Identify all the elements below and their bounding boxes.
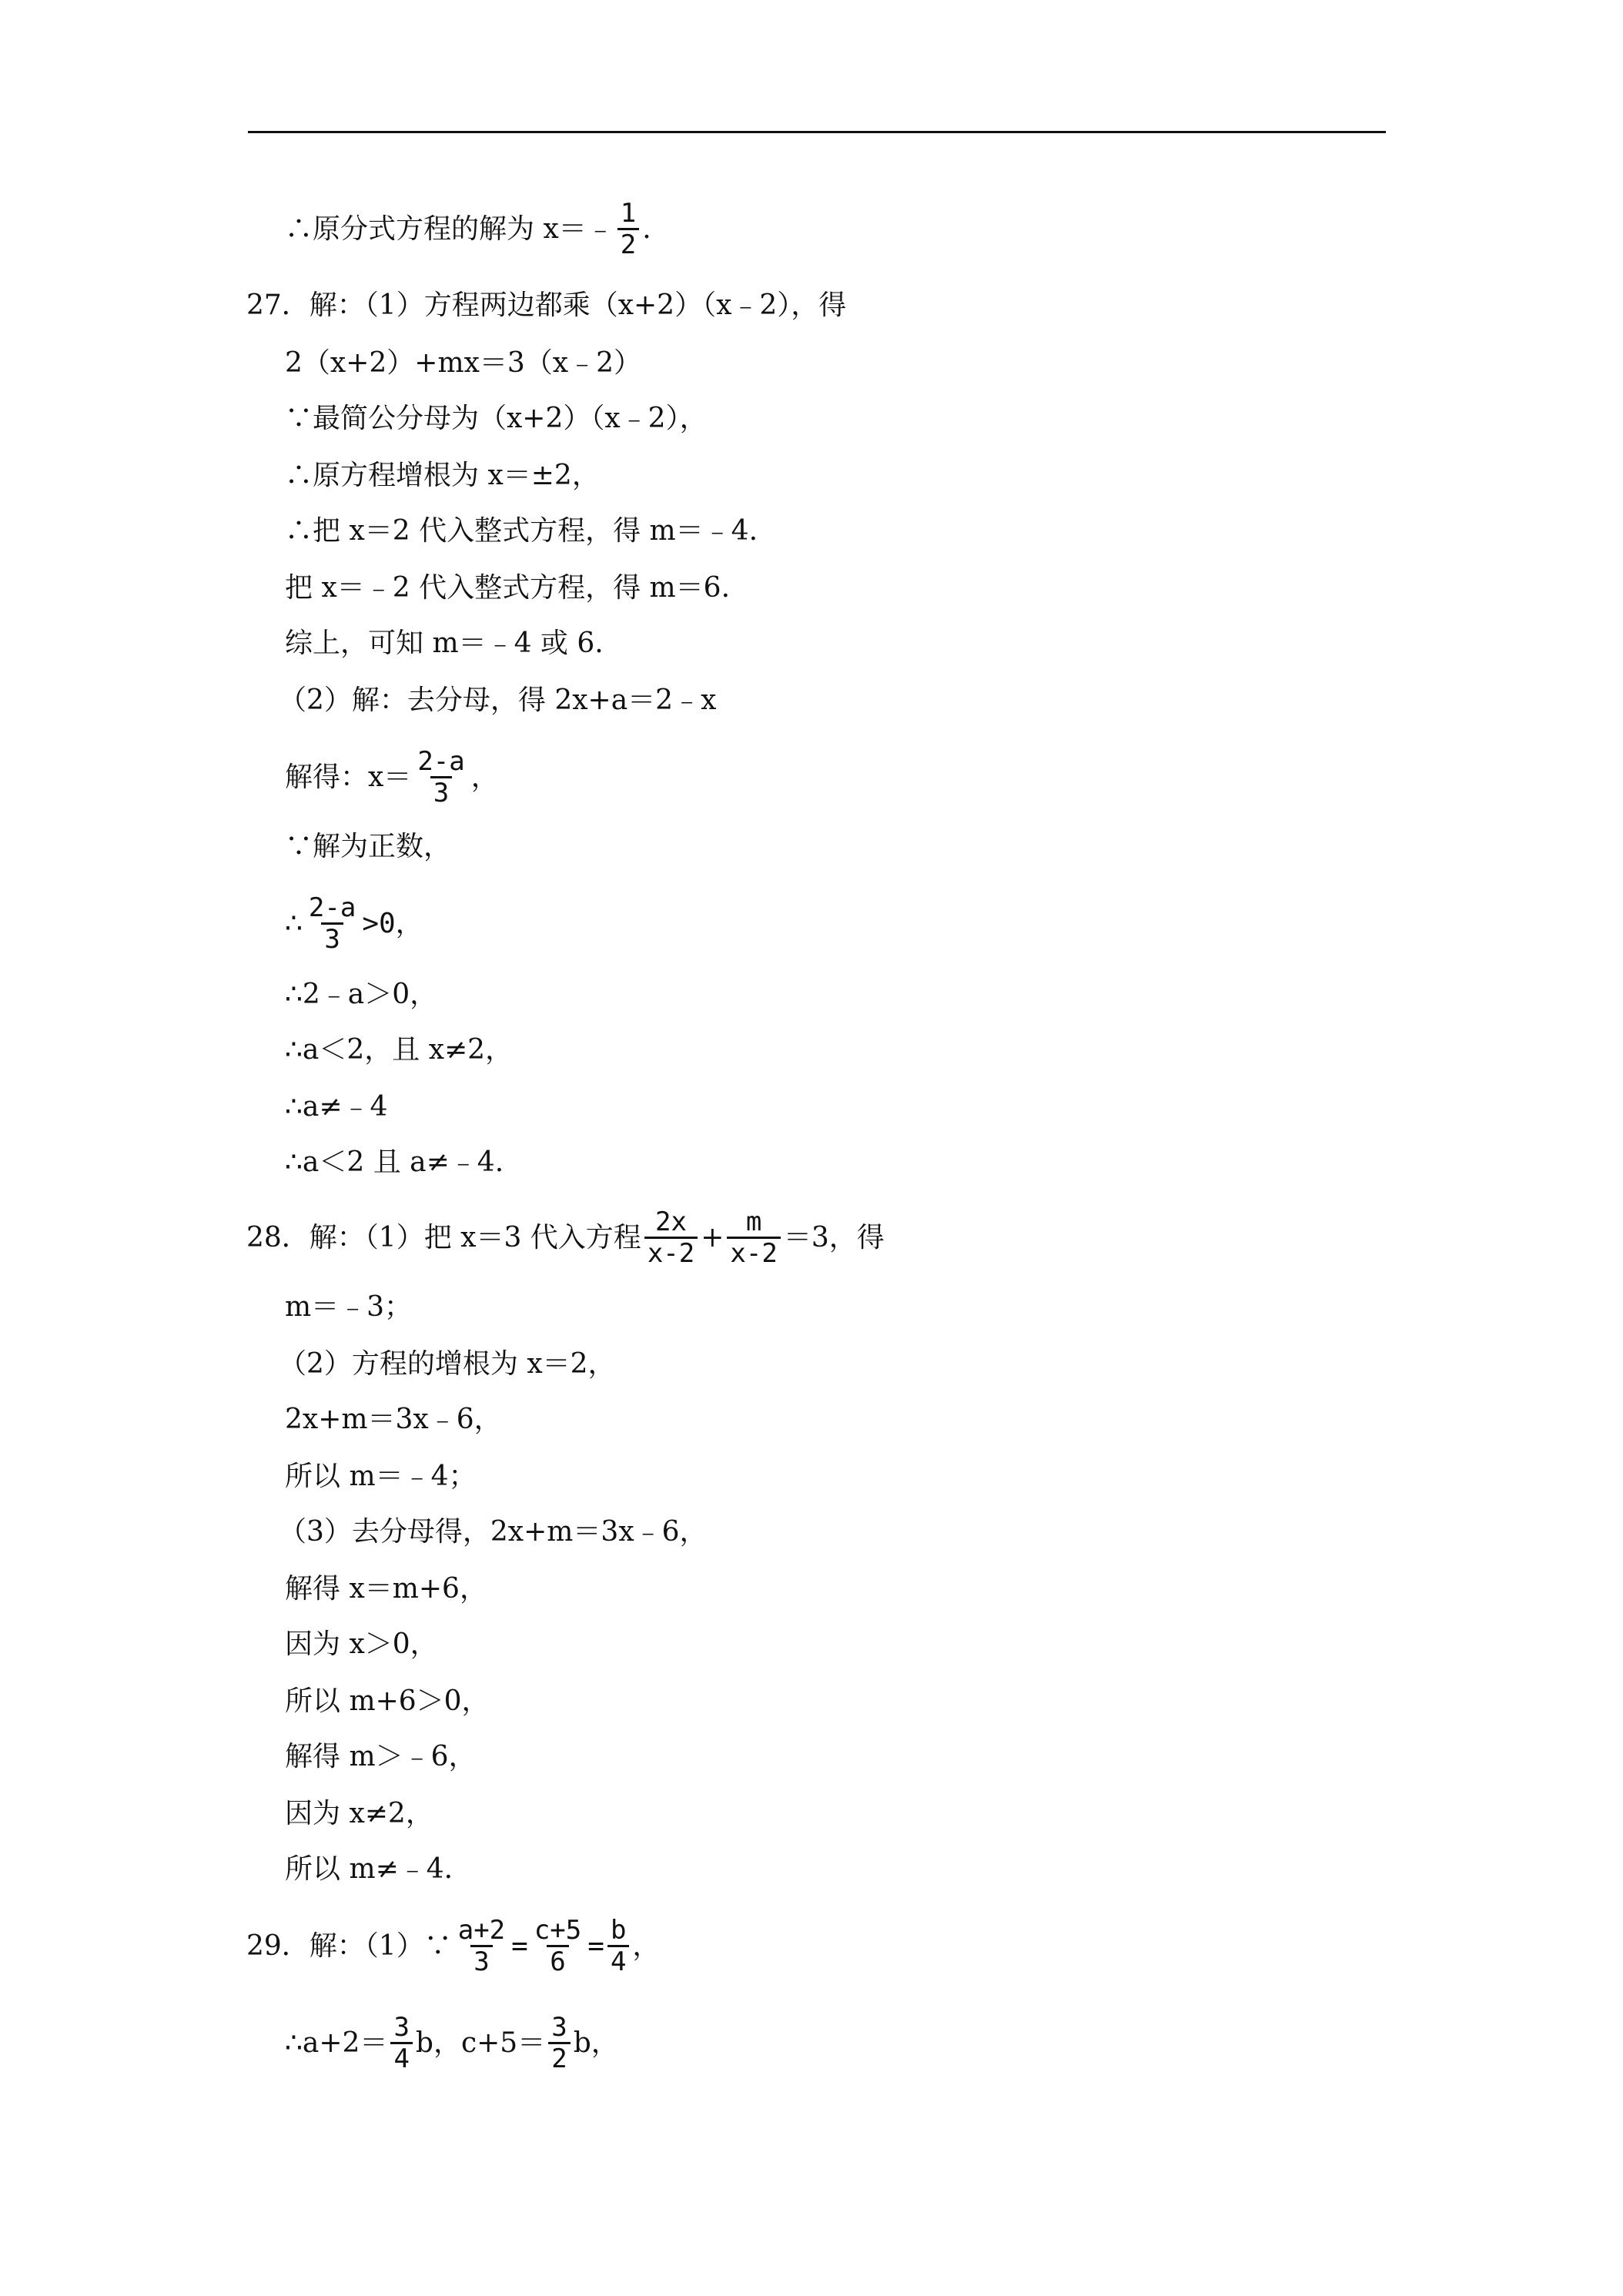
solution-line: ∴a＜2，且 x≠2，	[285, 1034, 514, 1066]
solution-line: 解得 x＝m+6，	[285, 1573, 487, 1605]
fraction	[607, 1916, 629, 1976]
fraction	[390, 2013, 412, 2073]
line-text: b，	[573, 2027, 619, 2059]
problem-29-header	[246, 1916, 660, 1976]
fraction	[727, 1207, 780, 1268]
fraction-denominator: 4	[390, 2042, 412, 2073]
solution-line-26-conclusion	[285, 199, 651, 259]
fraction	[414, 747, 467, 808]
solution-line: （2）解：去分母，得 2x+a＝2﹣x	[279, 684, 717, 716]
fraction-denominator: 3	[430, 776, 452, 808]
solution-line-fraction	[285, 893, 423, 954]
fraction-denominator: 4	[607, 1945, 629, 1976]
line-text: ∴原分式方程的解为 x＝﹣	[285, 213, 614, 245]
solution-line: 2x+m＝3x﹣6，	[285, 1404, 502, 1435]
line-text: ∴a+2＝	[285, 2027, 388, 2059]
fraction	[306, 893, 359, 954]
problem-27-header: 27．解：（1）方程两边都乘（x+2）（x﹣2），得	[246, 290, 847, 321]
solution-line: 把 x＝﹣2 代入整式方程，得 m＝6.	[285, 572, 731, 604]
fraction-numerator: 3	[551, 2012, 567, 2043]
line-text: b，c+5＝	[415, 2027, 546, 2059]
solution-line: 因为 x＞0，	[285, 1628, 438, 1660]
solution-line: ∴2﹣a＞0，	[285, 979, 438, 1010]
problem-28-header	[246, 1207, 885, 1268]
line-text: 28．解：（1）把 x＝3 代入方程	[246, 1221, 641, 1253]
solution-line: ∵最简公分母为（x+2）（x﹣2），	[285, 403, 708, 434]
fraction	[531, 1916, 584, 1976]
fraction-denominator: 3	[470, 1945, 492, 1976]
fraction-denominator: 3	[321, 922, 343, 954]
solution-line: 综上，可知 m＝﹣4 或 6.	[285, 628, 604, 659]
fraction-numerator: b	[610, 1915, 627, 1946]
fraction	[548, 2013, 570, 2073]
fraction-numerator: a+2	[457, 1915, 506, 1946]
solution-line: 所以 m＝﹣4；	[285, 1461, 477, 1492]
solution-line: ∴a≠﹣4	[285, 1091, 388, 1123]
fraction-numerator: m	[745, 1207, 762, 1237]
solution-line: ∵解为正数，	[285, 831, 452, 862]
equals-sign: =	[511, 1930, 528, 1962]
fraction-numerator: 2-a	[308, 892, 356, 923]
line-text: 29．解：（1）∵	[246, 1930, 452, 1962]
header-rule	[248, 131, 1386, 133]
solution-line: ∴把 x＝2 代入整式方程，得 m＝﹣4.	[285, 515, 758, 547]
solution-line-fraction	[285, 747, 499, 808]
solution-line: ∴a＜2 且 a≠﹣4.	[285, 1146, 504, 1178]
solution-line-fraction	[285, 2013, 619, 2073]
solution-line: （2）方程的增根为 x＝2，	[279, 1348, 616, 1380]
line-text: ，	[632, 1930, 661, 1962]
fraction	[455, 1916, 508, 1976]
fraction	[644, 1207, 698, 1268]
solution-line: 所以 m≠﹣4.	[285, 1853, 453, 1885]
fraction-numerator: 2-a	[417, 746, 465, 777]
equals-sign: =	[587, 1930, 604, 1962]
line-text: ，	[470, 761, 499, 793]
fraction-denominator: 2	[617, 228, 639, 259]
fraction-numerator: 1	[620, 198, 637, 229]
fraction-numerator: 2x	[655, 1207, 687, 1237]
solution-line: 解得 m＞﹣6，	[285, 1741, 477, 1772]
solution-line: 2（x+2）+mx＝3（x﹣2）	[285, 347, 641, 379]
line-text: >0，	[362, 907, 423, 939]
line-text: 解得：x＝	[285, 761, 412, 793]
fraction-denominator: 2	[548, 2042, 570, 2073]
fraction-denominator: 6	[547, 1945, 568, 1976]
solution-line: （3）去分母得，2x+m＝3x﹣6，	[279, 1516, 708, 1548]
line-text: ∴	[285, 907, 303, 939]
fraction-denominator: x-2	[644, 1237, 698, 1268]
solution-line: 因为 x≠2，	[285, 1798, 433, 1829]
fraction	[617, 199, 639, 259]
solution-line: 所以 m+6＞0，	[285, 1685, 490, 1717]
plus-sign: +	[701, 1221, 724, 1253]
fraction-numerator: 3	[393, 2012, 410, 2043]
solution-line: m＝﹣3；	[285, 1291, 413, 1323]
line-text: ＝3，得	[783, 1221, 885, 1253]
fraction-numerator: c+5	[534, 1915, 582, 1946]
solution-line: ∴原方程增根为 x＝±2，	[285, 460, 600, 491]
line-text: .	[642, 213, 651, 245]
fraction-denominator: x-2	[727, 1237, 780, 1268]
